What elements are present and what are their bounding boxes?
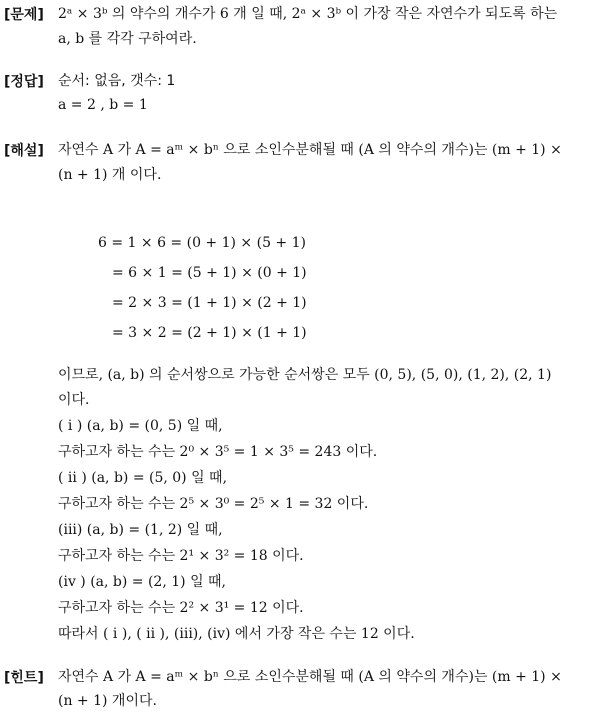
case-2-condition: ( ii ) (a, b) = (5, 0) 일 때,	[58, 470, 228, 486]
problem-label: [문제]	[4, 7, 44, 23]
solution-after-1: 이므로, (a, b) 의 순서쌍으로 가능한 순서쌍은 모두 (0, 5), (5, 0), (1, 2), (2, 1)	[58, 367, 552, 383]
case-3-result: 구하고자 하는 수는 2¹ × 3² = 18 이다.	[58, 548, 304, 564]
solution-intro-1: 자연수 A 가 A = aᵐ × bⁿ 으로 소인수분해될 때 (A 의 약수의 개수)는 (m + 1) ×	[58, 142, 562, 158]
answer-label: [정답]	[4, 74, 44, 90]
case-1-condition: ( i ) (a, b) = (0, 5) 일 때,	[58, 418, 223, 434]
answer-line-1: 순서: 없음, 갯수: 1	[58, 73, 176, 89]
problem-line-2: a, b 를 각각 구하여라.	[58, 31, 197, 47]
hint-line-2: (n + 1) 개이다.	[58, 693, 157, 709]
case-2-result: 구하고자 하는 수는 2⁵ × 3⁰ = 2⁵ × 1 = 32 이다.	[58, 496, 369, 512]
solution-intro-2: (n + 1) 개 이다.	[58, 167, 162, 183]
hint-label: [힌트]	[4, 670, 44, 686]
case-4-condition: (iv ) (a, b) = (2, 1) 일 때,	[58, 574, 227, 590]
equation-line-2: = 6 × 1 = (5 + 1) × (0 + 1)	[112, 265, 307, 281]
problem-line-1: 2ᵃ × 3ᵇ 의 약수의 개수가 6 개 일 때, 2ᵃ × 3ᵇ 이 가장 작은 자연수가 되도록 하는	[58, 6, 558, 22]
case-4-result: 구하고자 하는 수는 2² × 3¹ = 12 이다.	[58, 600, 304, 616]
solution-conclusion: 따라서 ( i ), ( ii ), (iii), (iv) 에서 가장 작은 수는 12 이다.	[58, 626, 415, 642]
case-1-result: 구하고자 하는 수는 2⁰ × 3⁵ = 1 × 3⁵ = 243 이다.	[58, 444, 378, 460]
solution-after-2: 이다.	[58, 392, 90, 408]
equation-line-3: = 2 × 3 = (1 + 1) × (2 + 1)	[112, 295, 307, 311]
equation-line-1: 6 = 1 × 6 = (0 + 1) × (5 + 1)	[98, 235, 306, 251]
case-3-condition: (iii) (a, b) = (1, 2) 일 때,	[58, 522, 223, 538]
solution-label: [해설]	[4, 143, 44, 159]
answer-line-2: a = 2 , b = 1	[58, 97, 148, 113]
equation-line-4: = 3 × 2 = (2 + 1) × (1 + 1)	[112, 325, 307, 341]
hint-line-1: 자연수 A 가 A = aᵐ × bⁿ 으로 소인수분해될 때 (A 의 약수의 개수)는 (m + 1) ×	[58, 669, 562, 685]
